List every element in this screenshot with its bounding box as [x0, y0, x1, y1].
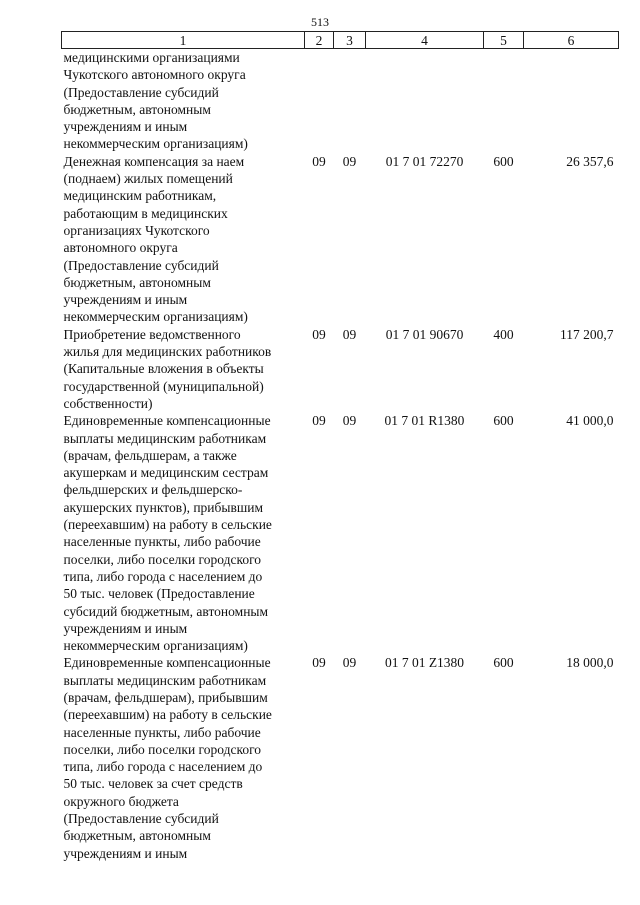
row-name-line: (Предоставление субсидий — [63, 84, 219, 100]
row-name — [62, 153, 305, 326]
row-name-line: (Капитальные вложения в объекты — [63, 361, 264, 377]
header-col-5: 5 — [484, 32, 524, 49]
table-row — [62, 49, 619, 153]
row-expense-type: 600 — [493, 153, 514, 169]
row-name-line: акушерских пунктов), прибывшим — [63, 499, 263, 515]
row-name-line: акушеркам и медицинским сестрам — [63, 465, 269, 481]
row-name-line: автономного округа — [63, 240, 178, 256]
row-name-line: типа, либо города с населением до — [63, 568, 263, 584]
row-name-line: (врачам, фельдшерам), прибывшим — [63, 689, 268, 705]
row-name-line: учреждениям и иным — [63, 845, 188, 861]
row-expense-type — [484, 49, 524, 153]
row-target-code: 01 7 01 72270 — [385, 153, 464, 169]
row-name-line: населенные пункты, либо рабочие — [63, 534, 261, 550]
table-row — [62, 412, 619, 654]
row-name-line: Чукотского автономного округа — [63, 67, 246, 83]
row-name-line: учреждениям и иным — [63, 119, 188, 135]
row-section: 09 — [312, 326, 326, 342]
row-name-line: Денежная компенсация за наем — [63, 153, 245, 169]
row-name-line: Приобретение ведомственного — [63, 326, 241, 342]
row-name-line: субсидий бюджетным, автономным — [63, 603, 269, 619]
row-amount: 117 200,7 — [560, 326, 614, 342]
row-name — [62, 654, 305, 862]
row-name-line: окружного бюджета — [63, 793, 179, 809]
row-name-line: (врачам, фельдшерам, а также — [63, 447, 237, 463]
row-section: 09 — [312, 153, 326, 169]
row-name-line: Единовременные компенсационные — [63, 655, 271, 671]
header-col-1: 1 — [62, 32, 305, 49]
table-row — [62, 153, 619, 326]
row-name-line: 50 тыс. человек (Предоставление — [63, 586, 255, 602]
row-subsection: 09 — [342, 413, 357, 429]
row-name-line: (Предоставление субсидий — [63, 811, 219, 827]
row-expense-type: 400 — [493, 326, 514, 342]
row-name — [62, 412, 305, 654]
row-name-line: поселки, либо поселки городского — [63, 551, 262, 567]
page-number: 513 — [311, 15, 329, 29]
table-body — [62, 49, 619, 862]
row-name-line: выплаты медицинским работникам — [63, 430, 267, 446]
row-amount: 41 000,0 — [566, 413, 614, 429]
row-name-line: медицинским работникам, — [63, 188, 217, 204]
row-name-line: работающим в медицинских — [63, 205, 228, 221]
row-subsection: 09 — [342, 326, 357, 342]
row-name-line: (Предоставление субсидий — [63, 257, 219, 273]
row-amount — [524, 49, 619, 153]
row-subsection: 09 — [342, 655, 357, 671]
row-section: 09 — [312, 655, 326, 671]
row-name-line: медицинскими организациями — [63, 50, 240, 65]
row-name-line: государственной (муниципальной) — [63, 378, 264, 394]
row-name-line: (поднаем) жилых помещений — [63, 171, 233, 187]
row-name — [62, 49, 305, 153]
row-target-code — [366, 49, 484, 153]
row-name-line: некоммерческим организациям) — [63, 638, 248, 654]
row-name-line: некоммерческим организациям) — [63, 309, 248, 325]
row-subsection — [334, 49, 366, 153]
row-name-line: учреждениям и иным — [63, 292, 188, 308]
row-name-line: 50 тыс. человек за счет средств — [63, 776, 243, 792]
header-col-2: 2 — [305, 32, 334, 49]
row-amount: 26 357,6 — [566, 153, 614, 169]
row-name-line: (переехавшим) на работу в сельские — [63, 517, 272, 533]
row-name-line: Единовременные компенсационные — [63, 413, 271, 429]
row-section — [305, 49, 334, 153]
header-col-3: 3 — [334, 32, 366, 49]
row-target-code: 01 7 01 R1380 — [384, 413, 465, 429]
row-section: 09 — [312, 413, 326, 429]
budget-table — [61, 31, 619, 862]
row-name-line: населенные пункты, либо рабочие — [63, 724, 261, 740]
row-name-line: некоммерческим организациям) — [63, 136, 248, 152]
row-name-line: жилья для медицинских работников — [63, 344, 272, 360]
table-header — [62, 32, 619, 49]
row-name-line: (переехавшим) на работу в сельские — [63, 707, 272, 723]
row-name-line: бюджетным, автономным — [63, 828, 211, 844]
header-col-4: 4 — [366, 32, 484, 49]
row-target-code: 01 7 01 Z1380 — [384, 655, 465, 671]
row-name-line: типа, либо города с населением до — [63, 759, 263, 775]
row-name-line: организациях Чукотского — [63, 222, 210, 238]
row-name-line: бюджетным, автономным — [63, 274, 211, 290]
row-subsection: 09 — [342, 153, 357, 169]
row-name-line: фельдшерских и фельдшерско- — [63, 482, 243, 498]
row-amount: 18 000,0 — [566, 655, 614, 671]
row-name-line: бюджетным, автономным — [63, 101, 211, 117]
row-name-line: учреждениям и иным — [63, 620, 188, 636]
row-name-line: выплаты медицинским работникам — [63, 672, 267, 688]
row-target-code: 01 7 01 90670 — [385, 326, 464, 342]
header-col-6: 6 — [524, 32, 619, 49]
row-name-line: собственности) — [63, 395, 153, 411]
table-row — [62, 326, 619, 412]
row-name-line: поселки, либо поселки городского — [63, 741, 262, 757]
row-expense-type: 600 — [493, 413, 514, 429]
row-expense-type: 600 — [493, 655, 514, 671]
table-row — [62, 654, 619, 862]
header-row — [62, 32, 619, 49]
row-name — [62, 326, 305, 412]
